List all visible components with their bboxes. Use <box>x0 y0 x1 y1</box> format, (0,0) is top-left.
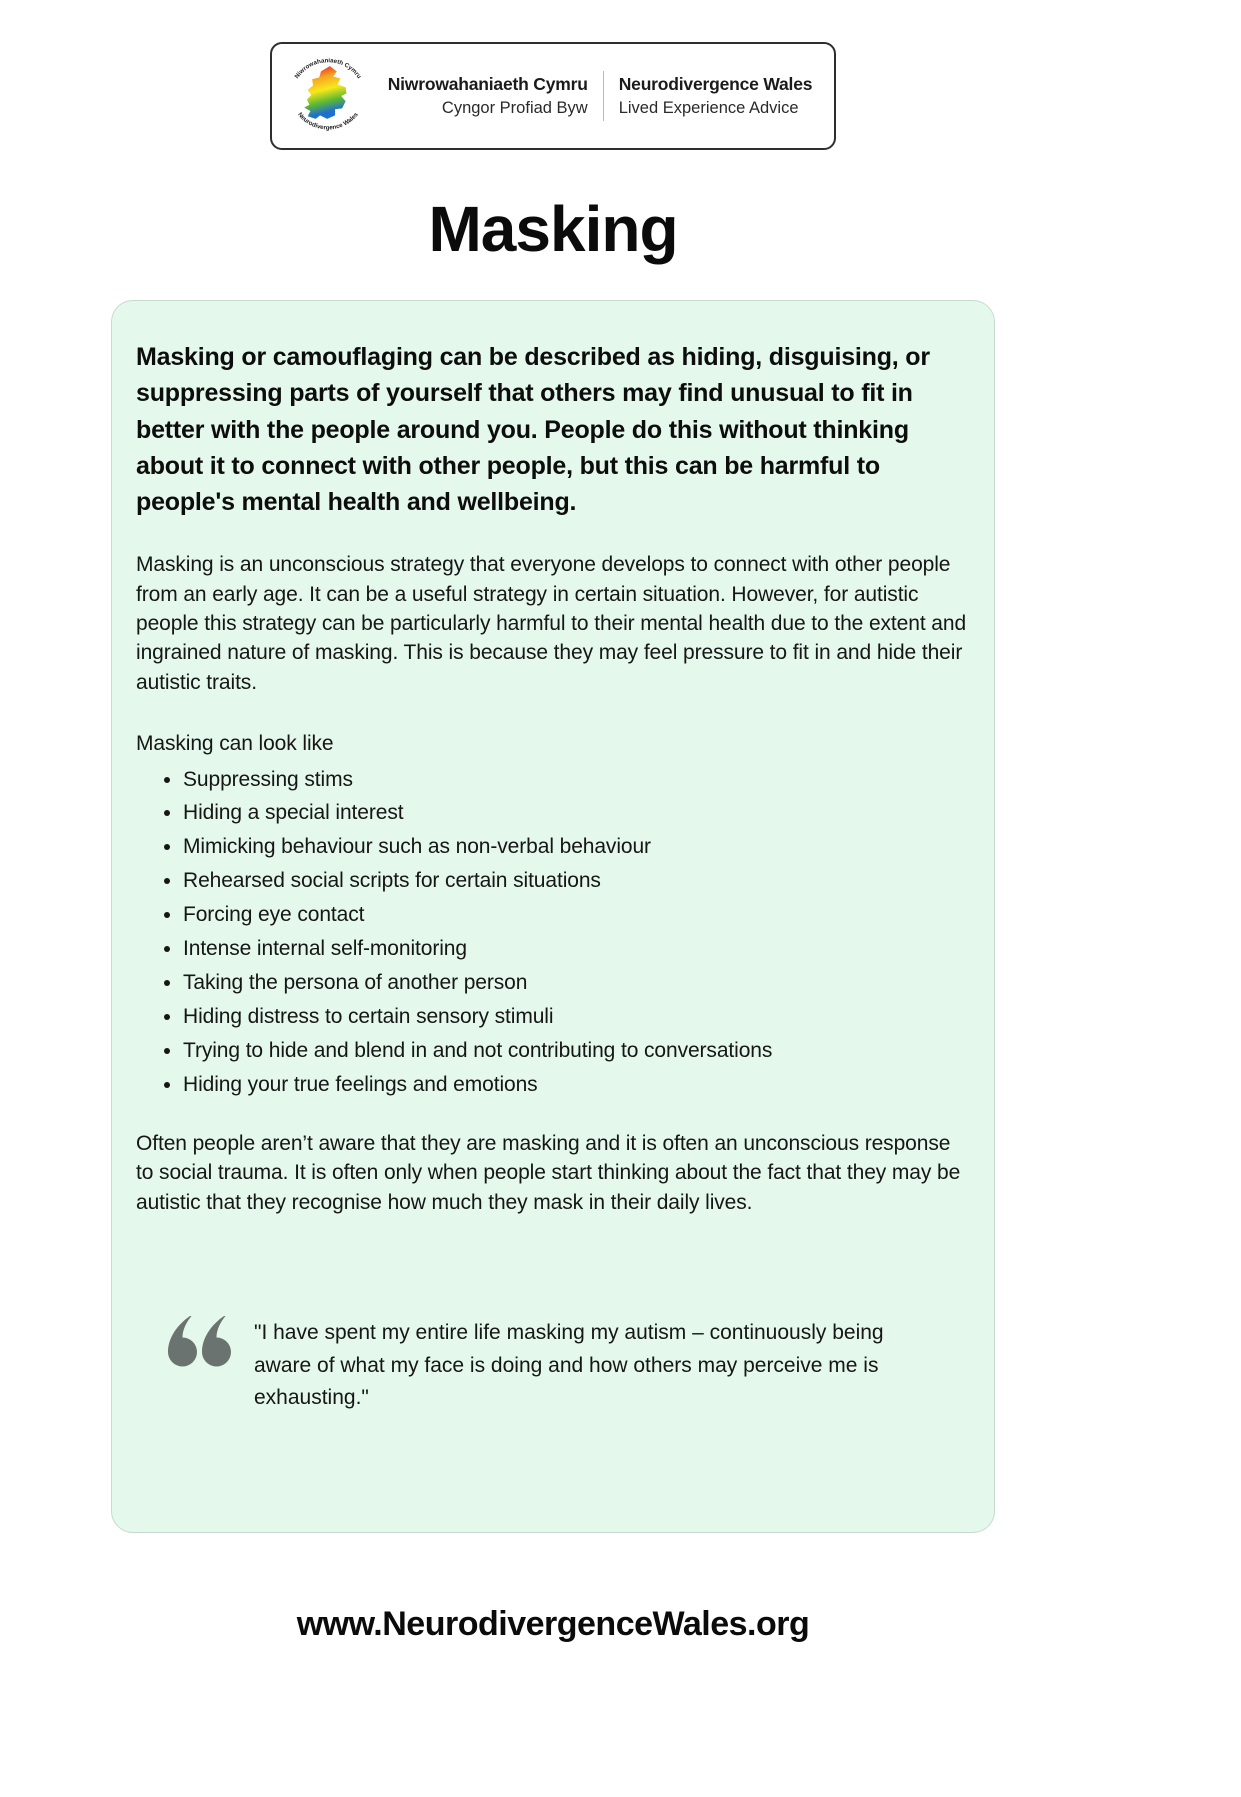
logo-arc-top-text: Niwrowahaniaeth Cymru <box>293 57 363 81</box>
brand-block-english <box>619 74 813 118</box>
bullet-item: • Hiding distress to certain sensory stimuli <box>183 1002 970 1031</box>
brand-tagline-english: Lived Experience Advice <box>618 99 799 117</box>
brand-block-welsh <box>388 74 588 118</box>
brand-divider <box>603 71 604 121</box>
bullet-item: • Taking the persona of another person <box>183 968 970 997</box>
masking-examples-list <box>136 765 970 1099</box>
paragraph-masking-strategy: Masking is an unconscious strategy that everyone develops to connect with other people from an early age. It can be a useful strategy in certain situation. However, for autistic people this strategy can be particularly harmful to their mental health due to the extent and ingrained nature of masking. This is because they may feel pressure to fit in and hide their autistic traits. <box>136 553 967 694</box>
bullet-item: • Rehearsed social scripts for certain situations <box>183 866 970 895</box>
bullet-item: • Hiding a special interest <box>183 798 970 827</box>
footer-website-url[interactable]: www.NeurodivergenceWales.org <box>296 1604 810 1643</box>
intro-paragraph-bold: Masking or camouflaging can be described as hiding, disguising, or suppressing parts of yourself that others may find unusual to fit in better with the people around you. People do this without thinking about it to connect with other people, but this can be harmful to people's mental health and wellbeing. <box>136 343 930 516</box>
quote-block <box>166 1313 970 1436</box>
brand-name-welsh: Niwrowahaniaeth Cymru <box>387 74 588 94</box>
page-title: Masking <box>428 193 678 265</box>
bullet-item: • Intense internal self-monitoring <box>183 934 970 963</box>
brand-names <box>388 71 813 121</box>
paragraph-awareness: Often people aren’t aware that they are masking and it is often an unconscious response to social trauma. It is often only when people start thinking about the fact that they may be autistic that they recognise how much they mask in their daily lives. <box>136 1132 961 1214</box>
logo-arc-bottom-text: Neurodivergence Wales <box>295 111 360 132</box>
bullet-item: • Trying to hide and blend in and not contributing to conversations <box>183 1036 970 1065</box>
content-panel <box>111 300 995 1533</box>
bullet-item: • Suppressing stims <box>183 765 970 794</box>
bullet-item: • Mimicking behaviour such as non-verbal behaviour <box>183 832 970 861</box>
bullet-item: • Hiding your true feelings and emotions <box>183 1070 970 1099</box>
bullet-item: • Forcing eye contact <box>183 900 970 929</box>
wales-map-shape <box>304 66 346 119</box>
page <box>0 42 1106 1644</box>
quote-text: "I have spent my entire life masking my autism – continuously being aware of what my face is doing and how others may perceive me is exhausting." <box>254 1321 884 1410</box>
brand-card <box>270 42 837 150</box>
double-quote-icon <box>166 1315 232 1376</box>
brand-name-english: Neurodivergence Wales <box>618 74 813 94</box>
list-heading: Masking can look like <box>136 732 334 756</box>
brand-tagline-welsh: Cyngor Profiad Byw <box>441 99 588 117</box>
wales-rainbow-logo-icon <box>284 52 372 140</box>
